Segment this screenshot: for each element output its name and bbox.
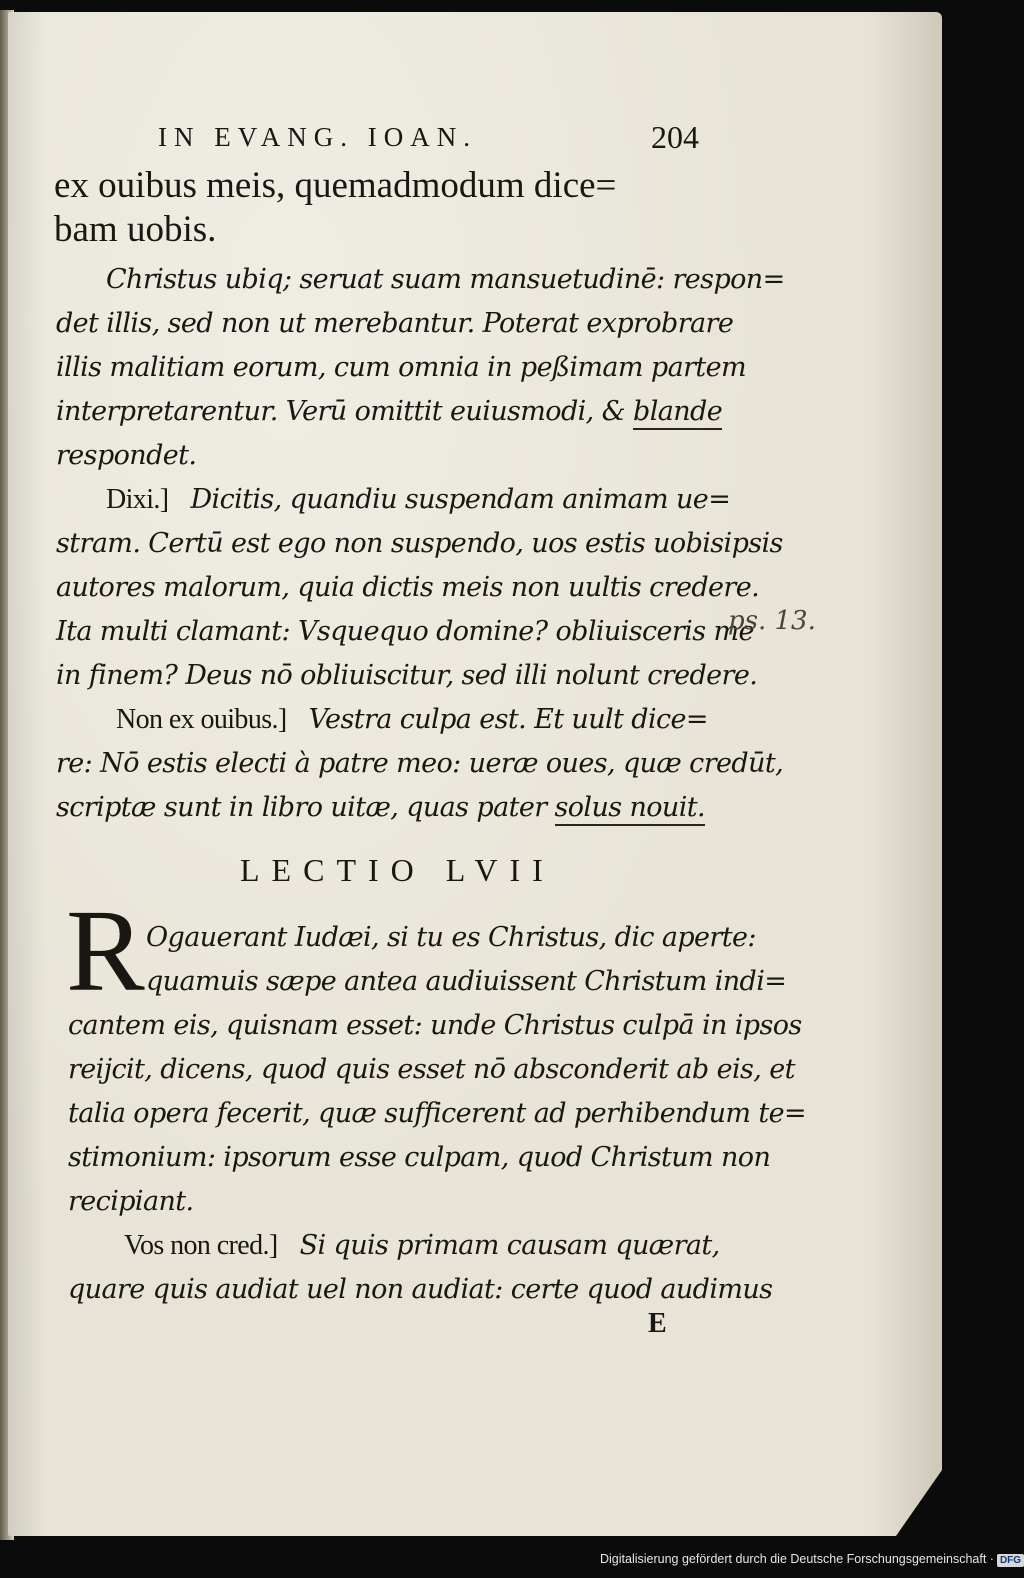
- credit-text: Digitalisierung gefördert durch die Deutsche Forschungsgemeinschaft ·: [600, 1552, 994, 1566]
- para2-line-1-text: Dicitis, quandiu suspendam animam ue=: [190, 484, 731, 515]
- underlined-blande: blande: [633, 396, 722, 430]
- scanned-page: [8, 12, 942, 1536]
- para4-line-1-text: Si quis primam causam quærat,: [299, 1230, 720, 1261]
- lectio-line-3: cantem eis, quisnam esset: unde Christus culpā in ipsos: [68, 1010, 802, 1041]
- underlined-solus-nouit: solus nouit.: [555, 792, 705, 826]
- para1-line-1: Christus ubiq; seruat suam mansuetudinē: respon=: [106, 264, 785, 295]
- lemma-non-ex-ouibus: Non ex ouibus.]: [116, 704, 287, 735]
- drop-cap: R: [66, 885, 145, 1016]
- margin-note: ps. 13.: [728, 606, 816, 636]
- lectio-line-5: talia opera fecerit, quæ sufficerent ad perhibendum te=: [68, 1098, 807, 1129]
- para2-line-5: in finem? Deus nō obliuiscitur, sed illi nolunt credere.: [56, 660, 758, 691]
- lemma-dixi: Dixi.]: [106, 484, 169, 515]
- para2-line-2: stram. Certū est ego non suspendo, uos estis uobisipsis: [56, 528, 783, 559]
- lemma-vos-non-cred: Vos non cred.]: [124, 1230, 278, 1261]
- section-title: LECTIO LVII: [240, 852, 555, 888]
- dfg-logo: DFG: [997, 1554, 1024, 1567]
- para2-line-3: autores malorum, quia dictis meis non uultis credere.: [56, 572, 760, 603]
- para3-line-1: [116, 704, 708, 736]
- lectio-line-7: recipiant.: [68, 1186, 194, 1217]
- para2-line-1: [106, 484, 730, 516]
- para1-line-4: [56, 396, 722, 427]
- digitization-credit: [600, 1552, 1022, 1574]
- para1-line-2: det illis, sed non ut merebantur. Poterat exprobrare: [56, 308, 734, 339]
- para1-line-4-text: interpretarentur. Verū omittit euiusmodi, &: [56, 396, 626, 427]
- para1-line-5: respondet.: [56, 440, 197, 471]
- page-corner-curl: [896, 1470, 942, 1536]
- lectio-line-4: reijcit, dicens, quod quis esset nō absconderit ab eis, et: [68, 1054, 795, 1085]
- running-head: IN EVANG. IOAN.: [158, 122, 477, 152]
- opening-line-2: bam uobis.: [54, 209, 217, 250]
- para3-line-1-text: Vestra culpa est. Et uult dice=: [308, 704, 708, 735]
- lectio-line-6: stimonium: ipsorum esse culpam, quod Christum non: [68, 1142, 771, 1173]
- page-number: 204: [651, 119, 699, 155]
- para2-line-4: Ita multi clamant: Vsquequo domine? obliuisceris me: [56, 616, 754, 647]
- para1-line-3: illis malitiam eorum, cum omnia in peßimam partem: [56, 352, 747, 383]
- para4-line-1: [124, 1230, 720, 1262]
- signature-mark: E: [648, 1308, 667, 1339]
- para3-line-2: re: Nō estis electi à patre meo: ueræ oues, quæ credūt,: [56, 748, 784, 779]
- para3-line-3-text: scriptæ sunt in libro uitæ, quas pater: [56, 792, 547, 823]
- para3-line-3: [56, 792, 705, 823]
- para4-line-2: quare quis audiat uel non audiat: certe quod audimus: [68, 1274, 773, 1305]
- lectio-line-1: Ogauerant Iudæi, si tu es Christus, dic aperte:: [146, 922, 756, 953]
- lectio-line-2: quamuis sæpe antea audiuissent Christum indi=: [146, 966, 787, 997]
- opening-line-1: ex ouibus meis, quemadmodum dice=: [54, 165, 617, 206]
